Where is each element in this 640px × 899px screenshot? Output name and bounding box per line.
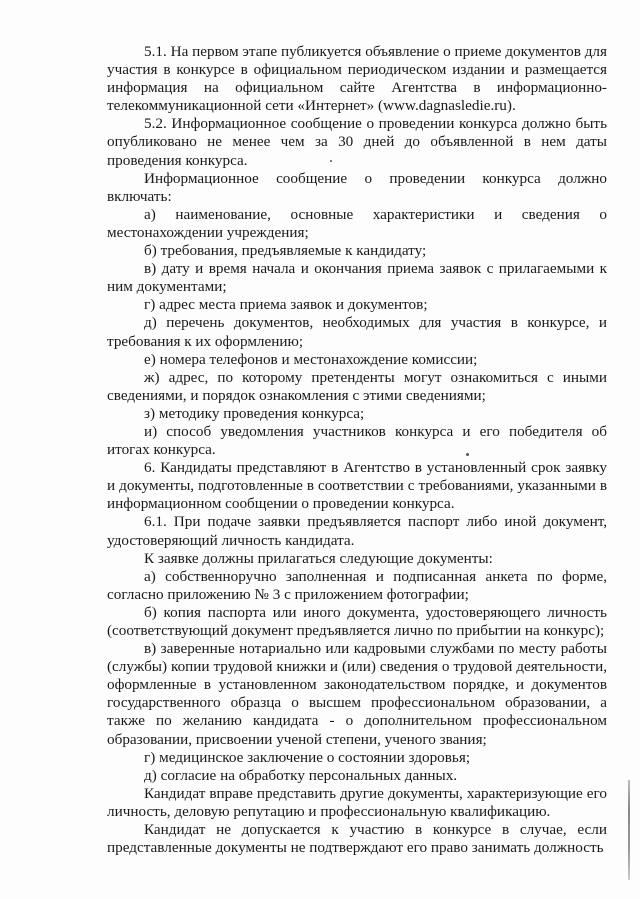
doc-item-b: б) копия паспорта или иного документа, удостоверяющего личность (соответствующий документ предъявляется лично по прибытии на конкурс); [107, 603, 607, 639]
paragraph-5-1: 5.1. На первом этапе публикуется объявление о приеме документов для участия в конкурсе в официальном периодическом издании и размещается информация на официальном сайте Агентства в информационно-телекоммуникационной сети «Интернет» (www.dagnasledie.ru). [107, 43, 607, 115]
doc-item-g: г) медицинское заключение о состоянии здоровья; [144, 748, 471, 766]
scan-edge-mark [628, 780, 630, 880]
list-item-d: д) перечень документов, необходимых для участия в конкурсе, и требования к их оформлению; [107, 314, 607, 350]
paragraph-other-docs: Кандидат вправе представить другие документы, характеризующие его личность, деловую репутацию и профессиональную квалификацию. [107, 784, 607, 820]
list-item-a: а) наименование, основные характеристики и сведения о местонахождении учреждения; [107, 205, 607, 241]
paragraph-6-1: 6.1. При подаче заявки предъявляется паспорт либо иной документ, удостоверяющий личность кандидата. [107, 513, 607, 549]
doc-item-a: а) собственноручно заполненная и подписанная анкета по форме, согласно приложению № 3 с приложением фотографии; [107, 567, 607, 603]
doc-item-v: в) заверенные нотариально или кадровыми службами по месту работы (службы) копии трудовой книжки и (или) сведения о трудовой деятельности, оформленные в установленном законодательством порядке, и документов государственного образца о высшем профессиональном образовании, а также по желанию кандидата - о дополнительном профессиональном образовании, присвоении ученой степени, ученого звания; [107, 640, 607, 748]
paragraph-not-admitted: Кандидат не допускается к участию в конкурсе в случае, если представленные документы не подтверждают его право занимать должность [107, 821, 607, 857]
list-item-i: и) способ уведомления участников конкурса и его победителя об итогах конкурса. [107, 422, 607, 459]
list-item-b: б) требования, предъявляемые к кандидату; [144, 242, 427, 260]
scan-speck [330, 160, 332, 162]
doc-item-d: д) согласие на обработку персональных данных. [144, 766, 458, 784]
list-item-e: е) номера телефонов и местонахождение комиссии; [144, 350, 478, 368]
paragraph-5-2: 5.2. Информационное сообщение о проведении конкурса должно быть опубликовано не менее чем за 30 дней до объявленной в нем даты проведения конкурса. [107, 115, 607, 169]
paragraph-6: 6. Кандидаты представляют в Агентство в установленный срок заявку и документы, подготовленные в соответствии с требованиями, указанными в информационном сообщении о проведении конкурса. [107, 459, 607, 513]
list-item-g: г) адрес места приема заявок и документов; [144, 296, 428, 314]
paragraph-info-intro: Информационное сообщение о проведении конкурса должно включать: [107, 169, 607, 205]
document-body [107, 43, 607, 857]
scan-speck [466, 453, 469, 456]
list-item-v: в) дату и время начала и окончания приема заявок с прилагаемыми к ним документами; [107, 260, 607, 296]
list-item-z: з) методику проведения конкурса; [144, 404, 365, 422]
paragraph-docs-intro: К заявке должны прилагаться следующие документы: [144, 549, 493, 567]
list-item-zh: ж) адрес, по которому претенденты могут ознакомиться с иными сведениями, и порядок ознакомления с этими сведениями; [107, 368, 607, 404]
